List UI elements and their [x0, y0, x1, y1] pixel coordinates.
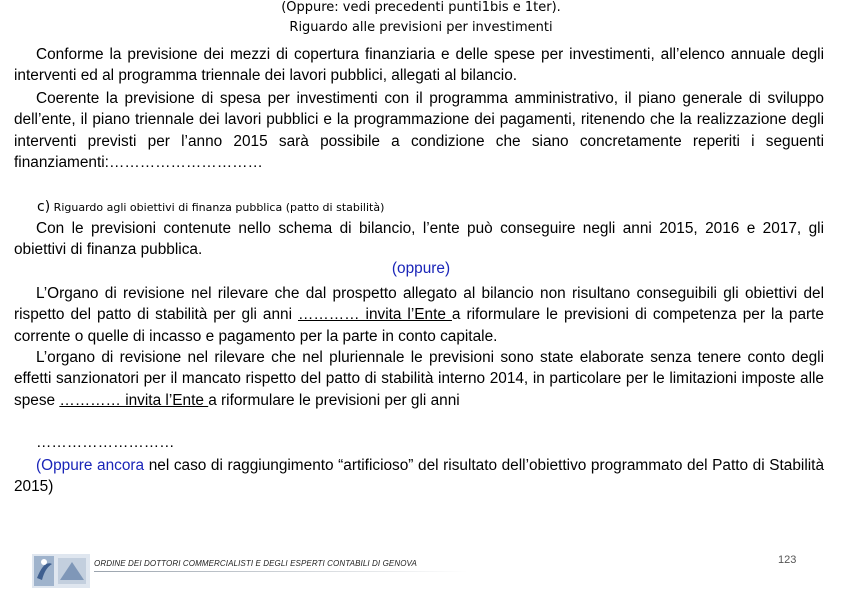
header-title: Riguardo alle previsioni per investimenti	[289, 20, 553, 35]
invita-ente-underlined: ………… invita l’Ente	[297, 306, 452, 324]
paragraph-organo-1: L’Organo di revisione nel rilevare che dal prospetto allegato al bilancio non risultano conseguibili gli obiettivi del rispetto del patto di stabilità per gli anni ………… invita l’Ente a riformulare le previsioni di competenza per la parte corrente o quelle di incasso e pagamento per la parte in conto capitale.	[14, 285, 824, 345]
oppure-ancora-label: (Oppure ancora	[36, 457, 145, 474]
oppure-label: (oppure)	[391, 260, 451, 277]
page-number: 123	[778, 554, 797, 566]
footer-divider	[94, 571, 468, 572]
paragraph-oppure-ancora: (Oppure ancora nel caso di raggiungimento “artificioso” del risultato dell’obiettivo programmato del Patto di Stabilità 2015)	[14, 457, 824, 496]
dots-placeholder: ………………………	[36, 434, 175, 451]
odcec-logo-icon	[32, 554, 90, 588]
header-note: (Oppure: vedi precedenti punti1bis e 1ter).	[281, 0, 561, 15]
footer-organization: ORDINE DEI DOTTORI COMMERCIALISTI E DEGLI ESPERTI CONTABILI DI GENOVA	[94, 559, 417, 568]
paragraph-obiettivi: Con le previsioni contenute nello schema di bilancio, l’ente può conseguire negli anni 2015, 2016 e 2017, gli obiettivi di finanza pubblica.	[14, 220, 824, 259]
section-c-heading	[37, 199, 384, 215]
paragraph-coerente: Coerente la previsione di spesa per investimenti con il programma amministrativo, il piano generale di sviluppo dell’ente, il piano triennale dei lavori pubblici e la programmazione dei pagamenti, ritenendo che la realizzazione degli interventi previsti per l’anno 2015 sarà possibile a condizione che siano concretamente reperiti i seguenti finanziamenti:…………………………	[14, 90, 824, 171]
section-c-title: Riguardo agli obiettivi di finanza pubblica (patto di stabilità)	[53, 201, 385, 214]
section-c-letter: c)	[37, 199, 51, 215]
invita-ente-underlined: ………… invita l’Ente	[59, 391, 209, 409]
paragraph-copertura: Conforme la previsione dei mezzi di copertura finanziaria e delle spese per investimenti, all’elenco annuale degli interventi ed al programma triennale dei lavori pubblici, allegati al bilancio.	[14, 46, 824, 85]
paragraph-organo-2: L’organo di revisione nel rilevare che nel pluriennale le previsioni sono state elaborate senza tenere conto degli effetti sanzionatori per il mancato rispetto del patto di stabilità interno 2014, in particolare per le limitazioni imposte alle spese ………… invita l’Ente a riformulare le previsioni per gli anni	[14, 349, 824, 409]
